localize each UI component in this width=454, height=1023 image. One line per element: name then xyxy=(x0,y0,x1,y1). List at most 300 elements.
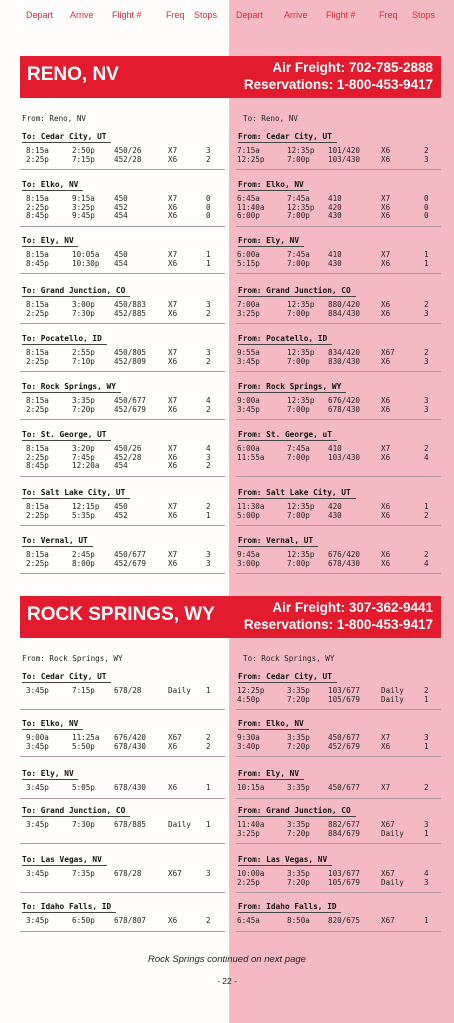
route-separator xyxy=(20,273,225,274)
flight-cell-depart: 8:45p xyxy=(26,461,49,471)
flight-cell-stops: 2 xyxy=(206,308,211,318)
route-separator xyxy=(20,226,225,227)
flight-cell-stops: 3 xyxy=(424,404,429,414)
route-title: From: Idaho Falls, ID xyxy=(238,902,337,911)
flight-cell-freq: X6 xyxy=(168,783,178,792)
flight-cell-flight: 410 xyxy=(328,444,342,453)
route-separator xyxy=(236,525,441,526)
flight-cell-depart: 8:15a xyxy=(26,396,49,405)
flight-cell-arrive: 5:05p xyxy=(72,783,95,792)
flight-cell-flight: 678/430 xyxy=(328,558,361,568)
flight-cell-freq: X7 xyxy=(168,348,178,357)
flight-cell-arrive: 12:20a xyxy=(72,461,100,471)
flight-cell-arrive: 7:45p xyxy=(72,452,95,462)
flight-cell-depart: 10:15a xyxy=(237,783,265,792)
flight-cell-stops: 4 xyxy=(206,396,211,405)
flight-cell-arrive: 6:50p xyxy=(72,916,95,925)
flight-cell-flight: 450/26 xyxy=(114,444,142,453)
flight-cell-freq: X6 xyxy=(381,404,391,414)
flight-cell-flight: 678/430 xyxy=(328,404,361,414)
continued-footnote: Rock Springs continued on next page xyxy=(148,954,306,965)
arrival-city-label: To: Reno, NV xyxy=(243,114,298,123)
route-title-underline xyxy=(22,296,130,297)
route-separator xyxy=(20,419,225,420)
flight-cell-stops: 2 xyxy=(206,154,211,164)
flight-cell-freq: X6 xyxy=(168,510,178,520)
flight-cell-freq: Daily xyxy=(381,686,404,695)
flight-cell-stops: 2 xyxy=(424,300,429,309)
flight-cell-arrive: 7:45a xyxy=(287,444,310,453)
flight-cell-freq: X6 xyxy=(381,510,391,520)
route-separator xyxy=(236,843,441,844)
flight-cell-depart: 8:15a xyxy=(26,146,49,155)
flight-cell-freq: X6 xyxy=(381,300,391,309)
flight-cell-depart: 3:40p xyxy=(237,741,260,751)
flight-cell-flight: 678/430 xyxy=(114,741,147,751)
route-title-underline xyxy=(22,190,83,191)
flight-cell-freq: X7 xyxy=(381,194,391,203)
route-separator xyxy=(20,709,225,710)
flight-cell-stops: 2 xyxy=(424,348,429,357)
flight-cell-stops: 1 xyxy=(424,258,429,268)
route-separator xyxy=(236,226,441,227)
city-title: RENO, NV xyxy=(27,64,119,85)
flight-cell-arrive: 7:15p xyxy=(72,686,95,695)
flight-cell-arrive: 10:30p xyxy=(72,258,100,268)
route-title-underline xyxy=(22,142,111,143)
flight-cell-stops: 1 xyxy=(206,820,211,829)
flight-cell-flight: 452/679 xyxy=(328,741,361,751)
route-title-underline xyxy=(22,729,83,730)
flight-cell-flight: 103/430 xyxy=(328,452,361,462)
route-title: To: Elko, NV xyxy=(22,180,79,189)
route-separator xyxy=(236,169,441,170)
route-title-underline xyxy=(22,865,107,866)
route-separator xyxy=(236,756,441,757)
flight-cell-freq: X6 xyxy=(168,404,178,414)
route-title: To: Vernal, UT xyxy=(22,536,88,545)
route-title-underline xyxy=(238,546,318,547)
flight-cell-flight: 830/430 xyxy=(328,356,361,366)
flight-cell-arrive: 7:00p xyxy=(287,558,310,568)
route-title-underline xyxy=(22,779,78,780)
route-title-underline xyxy=(238,190,309,191)
flight-cell-depart: 12:25p xyxy=(237,686,265,695)
flight-cell-stops: 0 xyxy=(206,211,211,221)
flight-cell-flight: 103/677 xyxy=(328,869,361,878)
flight-cell-flight: 880/420 xyxy=(328,300,361,309)
flight-cell-stops: 2 xyxy=(424,444,429,453)
flight-cell-flight: 678/430 xyxy=(114,783,147,792)
flight-cell-stops: 0 xyxy=(206,194,211,203)
flight-cell-arrive: 8:00p xyxy=(72,558,95,568)
flight-cell-depart: 3:45p xyxy=(26,869,49,878)
flight-cell-stops: 1 xyxy=(206,686,211,695)
flight-cell-stops: 2 xyxy=(206,741,211,751)
flight-cell-arrive: 12:35p xyxy=(287,300,315,309)
flight-cell-flight: 410 xyxy=(328,194,342,203)
flight-cell-arrive: 7:45a xyxy=(287,250,310,259)
route-title: From: Ely, NV xyxy=(238,236,300,245)
flight-cell-arrive: 12:35p xyxy=(287,202,315,212)
route-title-underline xyxy=(238,344,332,345)
flight-cell-stops: 2 xyxy=(206,404,211,414)
flight-cell-stops: 3 xyxy=(424,154,429,164)
flight-cell-freq: X6 xyxy=(381,211,391,221)
flight-cell-arrive: 12:35p xyxy=(287,550,315,559)
route-title: To: Salt Lake City, UT xyxy=(22,488,126,497)
route-separator xyxy=(236,273,441,274)
route-title: From: Elko, NV xyxy=(238,719,304,728)
route-title: To: Grand Junction, CO xyxy=(22,806,126,815)
flight-cell-depart: 3:45p xyxy=(26,741,49,751)
flight-cell-freq: X6 xyxy=(168,211,178,221)
flight-cell-freq: Daily xyxy=(168,686,191,695)
flight-cell-flight: 676/420 xyxy=(328,396,361,405)
flight-cell-depart: 3:45p xyxy=(237,404,260,414)
flight-cell-stops: 0 xyxy=(424,202,429,212)
flight-cell-stops: 3 xyxy=(424,733,429,742)
flight-cell-freq: X6 xyxy=(168,741,178,751)
flight-cell-stops: 3 xyxy=(424,877,429,887)
col-header-freq: Freq xyxy=(379,10,398,20)
route-title-underline xyxy=(238,296,356,297)
flight-cell-arrive: 3:35p xyxy=(287,820,310,829)
flight-cell-stops: 1 xyxy=(424,916,429,925)
route-separator xyxy=(20,323,225,324)
flight-cell-depart: 9:55a xyxy=(237,348,260,357)
route-title-underline xyxy=(22,498,130,499)
flight-cell-depart: 10:00a xyxy=(237,869,265,878)
flight-cell-freq: X67 xyxy=(381,348,395,357)
route-title: From: Ely, NV xyxy=(238,769,300,778)
flight-cell-flight: 101/420 xyxy=(328,146,361,155)
flight-cell-stops: 1 xyxy=(424,502,429,511)
route-title: From: Rock Springs, WY xyxy=(238,382,342,391)
flight-cell-stops: 2 xyxy=(206,733,211,742)
route-title-underline xyxy=(22,682,111,683)
route-title: From: Cedar City, UT xyxy=(238,132,332,141)
flight-cell-depart: 9:30a xyxy=(237,733,260,742)
flight-cell-freq: X6 xyxy=(168,258,178,268)
flight-cell-arrive: 2:50p xyxy=(72,146,95,155)
flight-cell-depart: 7:15a xyxy=(237,146,260,155)
flight-cell-freq: X6 xyxy=(381,146,391,155)
flight-cell-stops: 3 xyxy=(206,300,211,309)
flight-cell-arrive: 7:00p xyxy=(287,308,310,318)
flight-cell-flight: 676/420 xyxy=(328,550,361,559)
route-title-underline xyxy=(22,912,116,913)
flight-cell-stops: 2 xyxy=(206,356,211,366)
route-separator xyxy=(20,573,225,574)
route-title: To: St. George, UT xyxy=(22,430,107,439)
flight-cell-arrive: 3:35p xyxy=(72,396,95,405)
route-separator xyxy=(236,476,441,477)
flight-cell-flight: 452 xyxy=(114,202,128,212)
flight-cell-flight: 452/679 xyxy=(114,404,147,414)
route-title-underline xyxy=(22,246,78,247)
flight-cell-stops: 3 xyxy=(206,452,211,462)
flight-cell-depart: 8:15a xyxy=(26,194,49,203)
col-header-stops: Stops xyxy=(412,10,436,20)
flight-cell-flight: 450/677 xyxy=(328,733,361,742)
flight-cell-stops: 3 xyxy=(424,356,429,366)
flight-cell-stops: 2 xyxy=(424,146,429,155)
flight-cell-freq: X6 xyxy=(168,154,178,164)
route-title: To: Elko, NV xyxy=(22,719,79,728)
flight-cell-flight: 410 xyxy=(328,250,342,259)
flight-cell-arrive: 7:20p xyxy=(287,741,310,751)
flight-cell-depart: 2:25p xyxy=(26,202,49,212)
route-title: From: Vernal, UT xyxy=(238,536,314,545)
flight-cell-arrive: 3:35p xyxy=(287,869,310,878)
route-title-underline xyxy=(22,816,130,817)
flight-cell-arrive: 7:35p xyxy=(72,869,95,878)
flight-cell-freq: X67 xyxy=(381,820,395,829)
flight-cell-flight: 678/807 xyxy=(114,916,147,925)
flight-cell-arrive: 9:45p xyxy=(72,211,95,221)
flight-cell-flight: 452/28 xyxy=(114,452,142,462)
flight-cell-arrive: 7:20p xyxy=(72,404,95,414)
route-separator xyxy=(236,419,441,420)
flight-cell-stops: 2 xyxy=(206,461,211,471)
route-title-underline xyxy=(22,546,93,547)
route-title: From: Grand Junction, CO xyxy=(238,286,351,295)
col-header-depart: Depart xyxy=(26,10,54,20)
flight-cell-depart: 5:00p xyxy=(237,510,260,520)
route-title-underline xyxy=(238,779,304,780)
flight-cell-freq: Daily xyxy=(381,694,404,704)
flight-cell-depart: 6:00a xyxy=(237,444,260,453)
flight-cell-stops: 1 xyxy=(206,250,211,259)
flight-cell-depart: 11:40a xyxy=(237,820,265,829)
departure-city-label: From: Rock Springs, WY xyxy=(22,654,123,663)
flight-cell-arrive: 7:00p xyxy=(287,258,310,268)
flight-cell-flight: 678/28 xyxy=(114,686,142,695)
flight-cell-stops: 3 xyxy=(206,550,211,559)
flight-cell-freq: X7 xyxy=(168,550,178,559)
flight-cell-arrive: 7:30p xyxy=(72,820,95,829)
air-freight-phone: Air Freight: 702-785-2888 xyxy=(272,60,433,75)
route-title-underline xyxy=(238,440,337,441)
flight-cell-freq: X67 xyxy=(381,869,395,878)
route-title: To: Ely, NV xyxy=(22,769,74,778)
flight-cell-freq: X6 xyxy=(381,202,391,212)
flight-cell-freq: X6 xyxy=(381,356,391,366)
route-title-underline xyxy=(22,392,121,393)
flight-cell-flight: 834/420 xyxy=(328,348,361,357)
flight-cell-stops: 1 xyxy=(206,783,211,792)
flight-cell-freq: X6 xyxy=(168,558,178,568)
flight-cell-freq: X7 xyxy=(168,300,178,309)
flight-cell-freq: X6 xyxy=(381,154,391,164)
flight-cell-stops: 1 xyxy=(424,694,429,704)
flight-cell-freq: X6 xyxy=(381,258,391,268)
flight-cell-arrive: 7:45a xyxy=(287,194,310,203)
arrival-city-label: To: Rock Springs, WY xyxy=(243,654,335,663)
route-title: To: Pocatello, ID xyxy=(22,334,102,343)
flight-cell-flight: 678/28 xyxy=(114,869,142,878)
route-title: To: Cedar City, UT xyxy=(22,672,107,681)
flight-cell-depart: 2:25p xyxy=(237,877,260,887)
flight-cell-freq: X7 xyxy=(168,502,178,511)
flight-cell-flight: 450/805 xyxy=(114,348,147,357)
flight-cell-freq: X7 xyxy=(381,250,391,259)
route-title: To: Ely, NV xyxy=(22,236,74,245)
route-title: To: Rock Springs, WY xyxy=(22,382,116,391)
flight-cell-flight: 103/430 xyxy=(328,154,361,164)
flight-cell-depart: 4:50p xyxy=(237,694,260,704)
flight-cell-flight: 450/26 xyxy=(114,146,142,155)
flight-cell-freq: X7 xyxy=(381,733,391,742)
flight-cell-depart: 9:00a xyxy=(26,733,49,742)
flight-cell-stops: 0 xyxy=(424,194,429,203)
flight-cell-freq: X7 xyxy=(168,396,178,405)
flight-cell-stops: 3 xyxy=(206,558,211,568)
flight-cell-arrive: 7:00p xyxy=(287,211,310,221)
flight-cell-flight: 454 xyxy=(114,461,128,471)
flight-cell-freq: X6 xyxy=(381,452,391,462)
flight-cell-arrive: 3:35p xyxy=(287,733,310,742)
flight-cell-flight: 678/885 xyxy=(114,820,147,829)
flight-cell-arrive: 11:25a xyxy=(72,733,100,742)
flight-cell-depart: 11:55a xyxy=(237,452,265,462)
flight-cell-depart: 6:00a xyxy=(237,250,260,259)
flight-cell-freq: X6 xyxy=(381,550,391,559)
flight-cell-freq: X7 xyxy=(168,444,178,453)
city-banner xyxy=(20,56,441,98)
flight-cell-stops: 1 xyxy=(424,250,429,259)
flight-cell-depart: 6:00p xyxy=(237,211,260,221)
route-separator xyxy=(236,798,441,799)
flight-cell-freq: X6 xyxy=(381,308,391,318)
route-title: From: Pocatello, ID xyxy=(238,334,328,343)
flight-cell-depart: 3:45p xyxy=(237,356,260,366)
flight-cell-depart: 2:25p xyxy=(26,558,49,568)
flight-cell-freq: X67 xyxy=(168,869,182,878)
route-title: From: Las Vegas, NV xyxy=(238,855,328,864)
flight-cell-flight: 420 xyxy=(328,202,342,212)
flight-cell-stops: 1 xyxy=(424,741,429,751)
route-title: To: Cedar City, UT xyxy=(22,132,107,141)
route-title: From: Grand Junction, CO xyxy=(238,806,351,815)
route-title-underline xyxy=(22,440,111,441)
flight-cell-depart: 8:15a xyxy=(26,250,49,259)
flight-cell-flight: 103/677 xyxy=(328,686,361,695)
flight-cell-arrive: 3:20p xyxy=(72,444,95,453)
flight-cell-flight: 450/677 xyxy=(328,783,361,792)
route-title-underline xyxy=(238,912,341,913)
flight-cell-flight: 450 xyxy=(114,250,128,259)
col-header-arrive: Arrive xyxy=(284,10,308,20)
flight-cell-arrive: 7:00p xyxy=(287,404,310,414)
flight-cell-stops: 3 xyxy=(424,820,429,829)
route-title: From: Salt Lake City, UT xyxy=(238,488,351,497)
col-header-arrive: Arrive xyxy=(70,10,94,20)
flight-cell-arrive: 2:55p xyxy=(72,348,95,357)
flight-cell-stops: 3 xyxy=(206,869,211,878)
route-title-underline xyxy=(238,682,337,683)
route-separator xyxy=(20,525,225,526)
flight-cell-depart: 6:45a xyxy=(237,916,260,925)
flight-cell-depart: 2:25p xyxy=(26,356,49,366)
route-title-underline xyxy=(238,865,332,866)
flight-cell-freq: X6 xyxy=(381,396,391,405)
flight-cell-arrive: 7:00p xyxy=(287,452,310,462)
col-header-flight: Flight # xyxy=(326,10,356,20)
route-separator xyxy=(20,843,225,844)
route-title: From: St. George, uT xyxy=(238,430,332,439)
route-separator xyxy=(20,371,225,372)
flight-cell-arrive: 3:25p xyxy=(72,202,95,212)
flight-cell-arrive: 12:35p xyxy=(287,502,315,511)
flight-cell-freq: X6 xyxy=(381,558,391,568)
flight-cell-flight: 105/679 xyxy=(328,694,361,704)
flight-cell-flight: 430 xyxy=(328,510,342,520)
flight-cell-depart: 11:30a xyxy=(237,502,265,511)
flight-cell-stops: 2 xyxy=(206,502,211,511)
flight-cell-stops: 3 xyxy=(206,146,211,155)
flight-cell-depart: 8:15a xyxy=(26,550,49,559)
route-separator xyxy=(20,931,225,932)
flight-cell-arrive: 7:00p xyxy=(287,510,310,520)
flight-cell-arrive: 12:35p xyxy=(287,146,315,155)
flight-cell-depart: 11:40a xyxy=(237,202,265,212)
route-title-underline xyxy=(238,246,304,247)
flight-cell-depart: 5:15p xyxy=(237,258,260,268)
flight-cell-depart: 8:15a xyxy=(26,444,49,453)
reservations-phone: Reservations: 1-800-453-9417 xyxy=(243,77,433,92)
route-title-underline xyxy=(238,816,356,817)
flight-cell-arrive: 9:15a xyxy=(72,194,95,203)
flight-cell-freq: X6 xyxy=(168,308,178,318)
flight-cell-depart: 3:45p xyxy=(26,916,49,925)
col-header-flight: Flight # xyxy=(112,10,142,20)
flight-cell-stops: 3 xyxy=(424,308,429,318)
route-title-underline xyxy=(238,142,337,143)
flight-cell-arrive: 7:20p xyxy=(287,877,310,887)
flight-cell-depart: 3:45p xyxy=(26,783,49,792)
flight-cell-depart: 3:45p xyxy=(26,686,49,695)
page-number: - 22 - xyxy=(217,976,237,986)
route-title: From: Elko, NV xyxy=(238,180,304,189)
flight-cell-arrive: 7:20p xyxy=(287,828,310,838)
flight-cell-depart: 8:45p xyxy=(26,211,49,221)
flight-cell-depart: 2:25p xyxy=(26,154,49,164)
route-title-underline xyxy=(238,729,309,730)
reservations-phone: Reservations: 1-800-453-9417 xyxy=(243,617,433,632)
flight-cell-arrive: 12:35p xyxy=(287,348,315,357)
route-separator xyxy=(236,892,441,893)
flight-cell-arrive: 7:20p xyxy=(287,694,310,704)
flight-cell-depart: 12:25p xyxy=(237,154,265,164)
flight-cell-depart: 2:25p xyxy=(26,308,49,318)
flight-cell-flight: 454 xyxy=(114,211,128,221)
route-separator xyxy=(20,476,225,477)
flight-cell-arrive: 2:45p xyxy=(72,550,95,559)
route-title-underline xyxy=(238,392,346,393)
flight-cell-arrive: 12:35p xyxy=(287,396,315,405)
flight-cell-stops: 4 xyxy=(424,452,429,462)
flight-cell-flight: 430 xyxy=(328,258,342,268)
flight-cell-flight: 450/677 xyxy=(114,550,147,559)
route-separator xyxy=(20,892,225,893)
route-title: To: Grand Junction, CO xyxy=(22,286,126,295)
flight-cell-arrive: 7:00p xyxy=(287,154,310,164)
flight-cell-freq: X7 xyxy=(168,146,178,155)
flight-cell-freq: X6 xyxy=(381,741,391,751)
flight-cell-stops: 2 xyxy=(424,783,429,792)
